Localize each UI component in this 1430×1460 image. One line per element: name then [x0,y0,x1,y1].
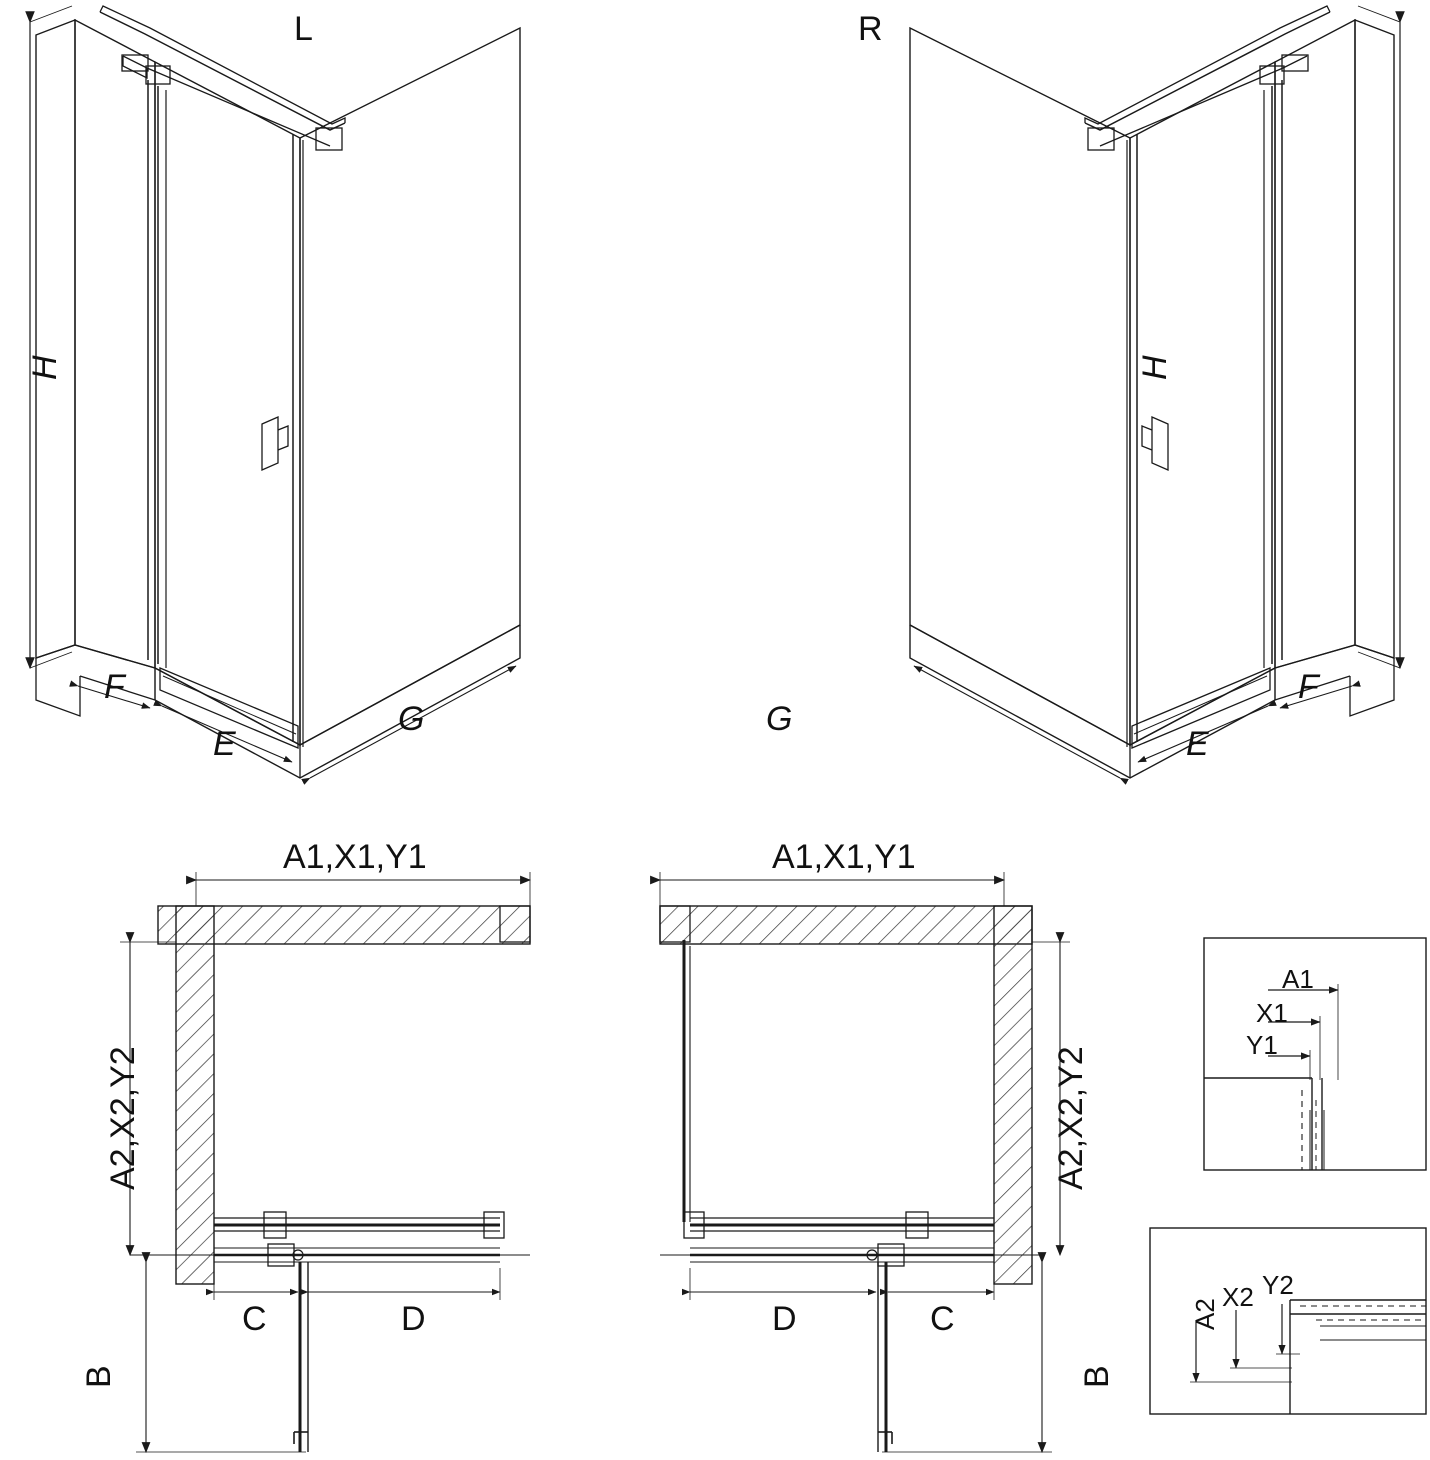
plan-right-view [660,872,1070,1452]
iso-right-f-label: F [1298,668,1319,706]
iso-right-title: R [858,10,883,48]
plan-left-view [120,872,530,1452]
detail-bottom-y2-label: Y2 [1262,1270,1294,1300]
detail-bottom-a2-label: A2 [1190,1298,1220,1330]
iso-left-title: L [294,10,313,48]
plan-right-top-dim-label: A1,X1,Y1 [772,838,916,876]
iso-left-view [30,6,520,778]
detail-top-a1-label: A1 [1282,964,1314,994]
plan-left-b-label: B [80,1365,118,1388]
iso-right-g-label: G [766,700,793,738]
plan-right-side-dim-label: A2,X2,Y2 [1052,1046,1090,1190]
detail-top-x1-label: X1 [1256,998,1288,1028]
detail-top-view [1204,938,1426,1170]
plan-right-c-label: C [930,1300,955,1338]
plan-left-top-dim-label: A1,X1,Y1 [283,838,427,876]
detail-bottom-x2-label: X2 [1222,1282,1254,1312]
plan-left-side-dim-label: A2,X2,Y2 [104,1046,142,1190]
iso-right-height-label: H [1136,355,1174,380]
iso-right-e-label: E [1186,725,1209,763]
iso-left-height-label: H [26,355,64,380]
iso-left-g-label: G [398,700,425,738]
iso-left-e-label: E [213,725,236,763]
plan-left-c-label: C [242,1300,267,1338]
detail-top-y1-label: Y1 [1246,1030,1278,1060]
iso-right-view [910,6,1400,778]
plan-left-d-label: D [401,1300,426,1338]
iso-left-f-label: F [104,668,125,706]
plan-right-d-label: D [772,1300,797,1338]
plan-right-b-label: B [1078,1365,1116,1388]
